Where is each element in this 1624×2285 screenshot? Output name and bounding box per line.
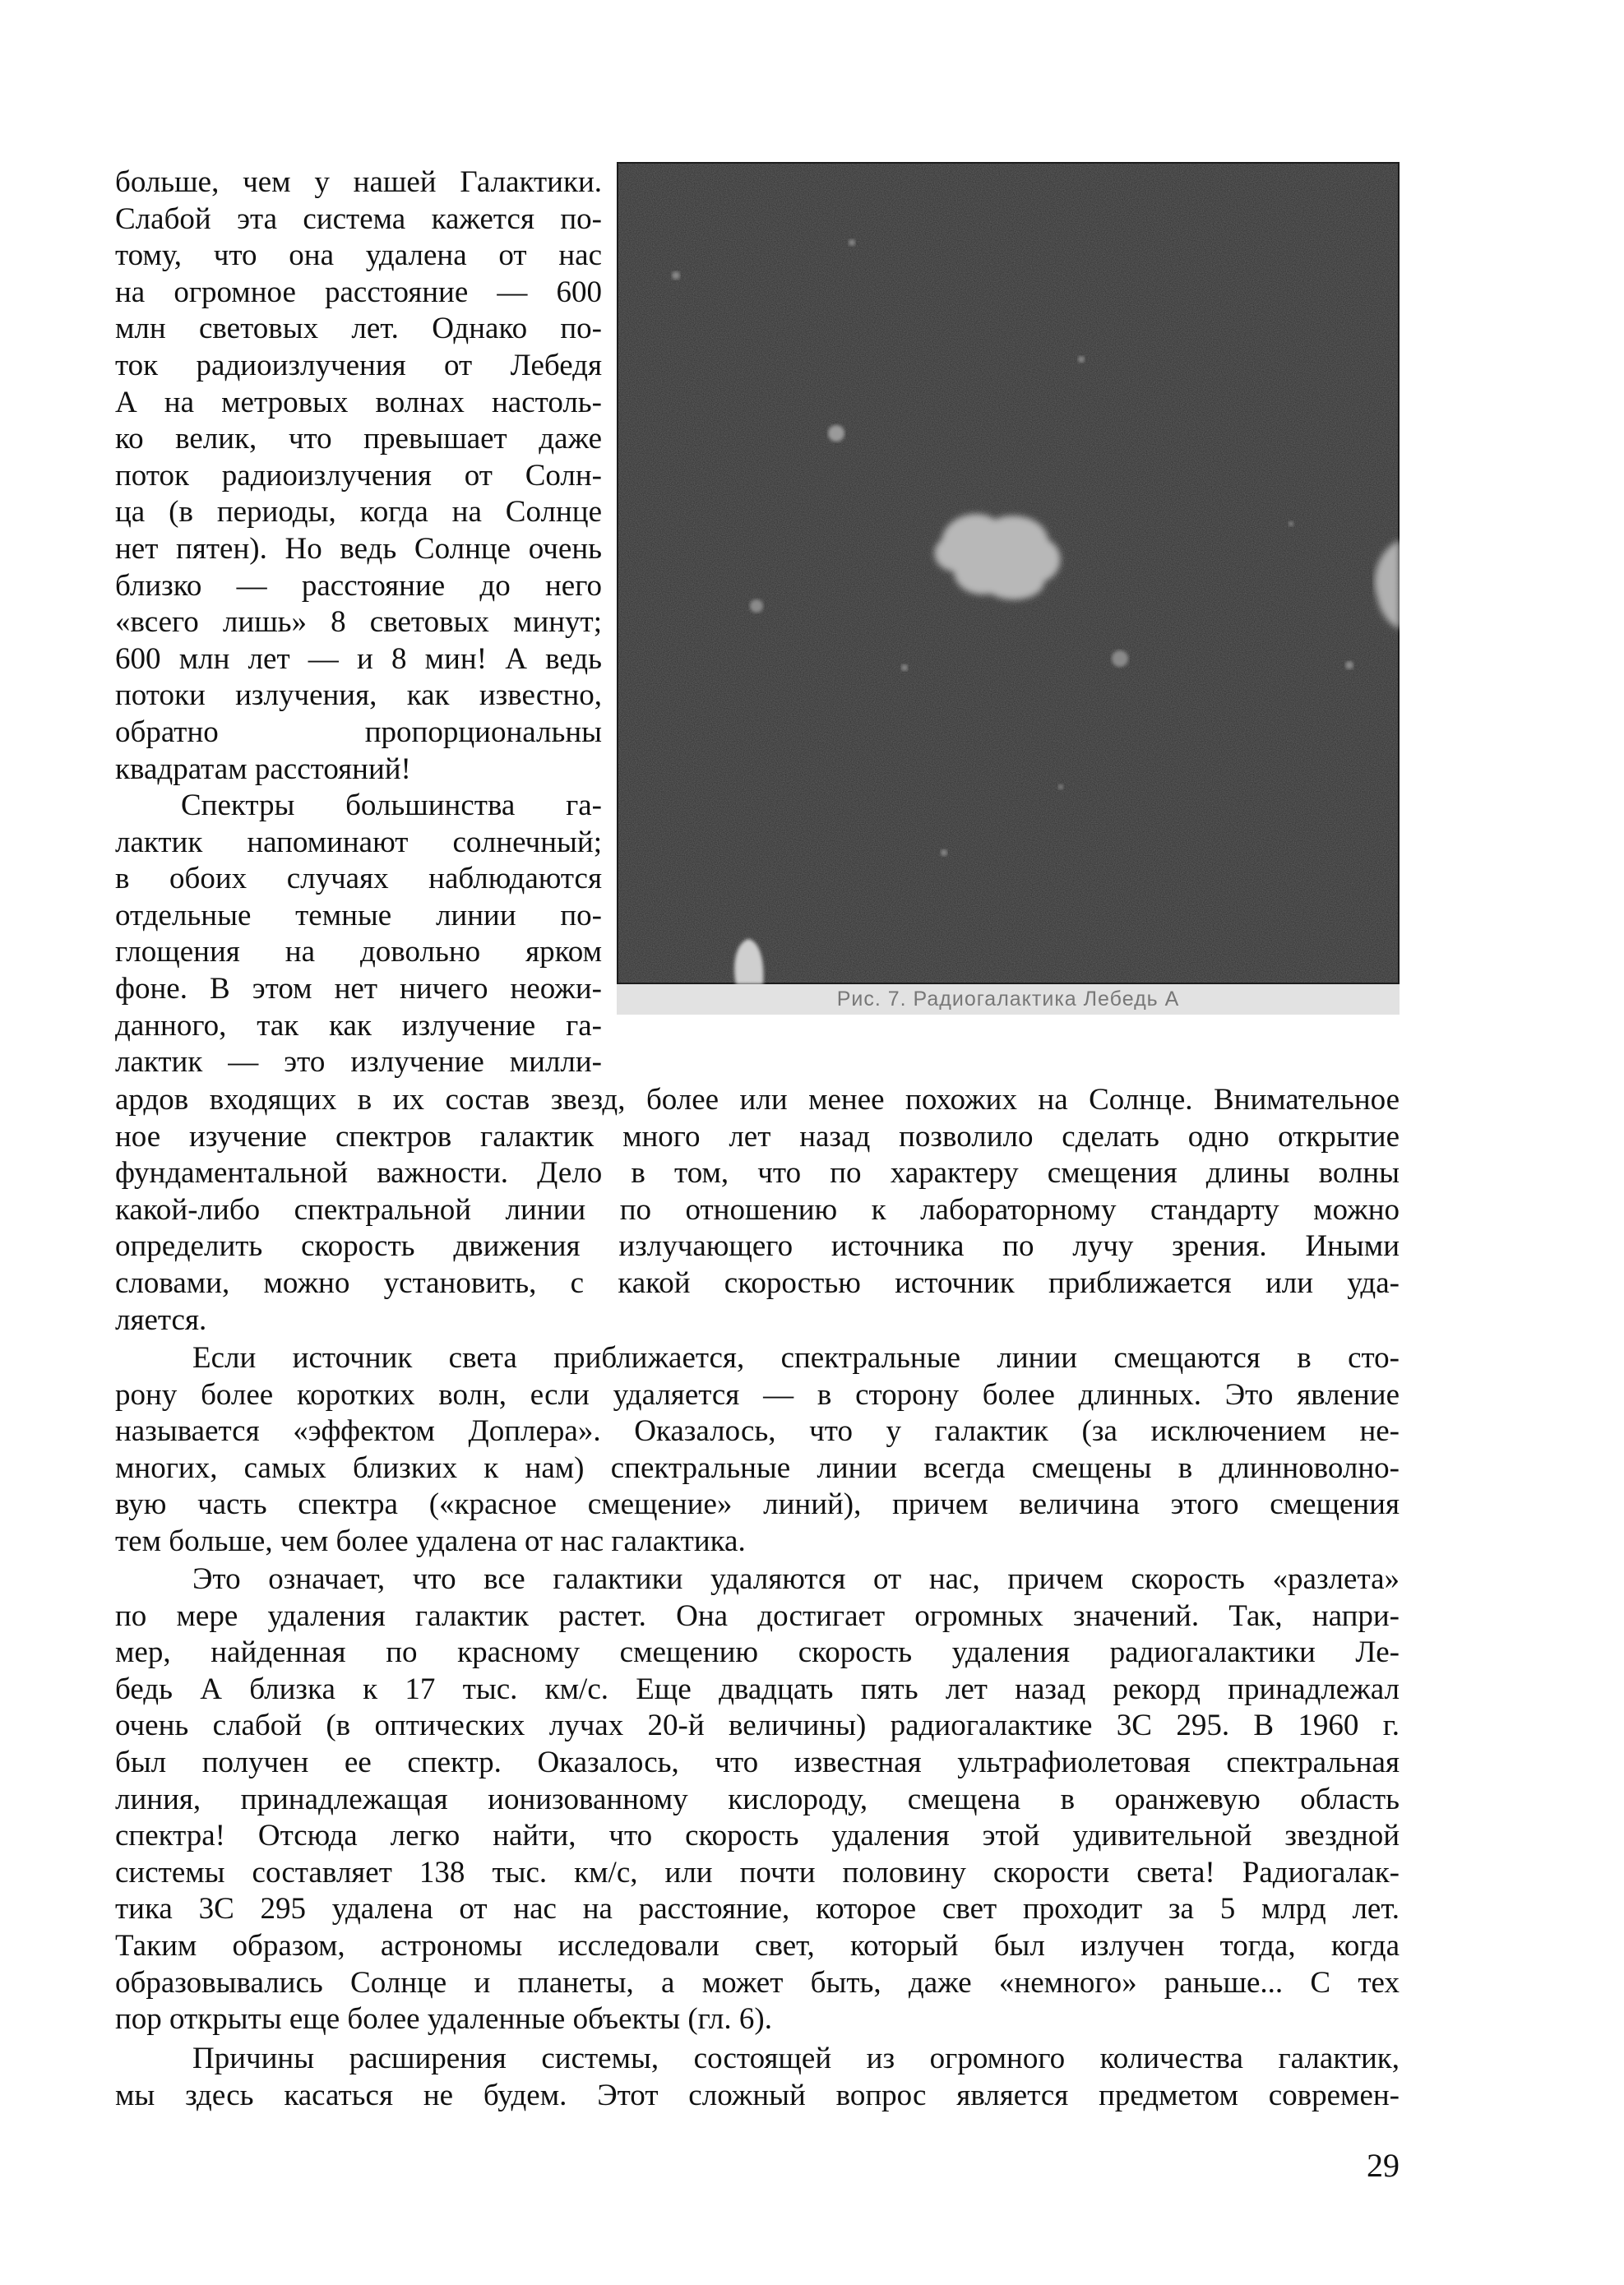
text-line: лактик напоминают солнечный; — [115, 825, 602, 859]
text-line: глощения на довольно ярком — [115, 935, 602, 969]
text-line: данного, так как излучение га- — [115, 1008, 602, 1043]
text-line: ко велик, что превышает даже — [115, 422, 602, 456]
text-line: тому, что она удалена от нас — [115, 238, 602, 273]
text-line: на огромное расстояние — 600 — [115, 275, 602, 309]
paragraph-intro — [115, 164, 602, 788]
text-line: тика 3С 295 удалена от нас на расстояние, которое свет проходит за 5 млрд лет. — [115, 1892, 1400, 1927]
text-line: многих, самых близких к нам) спектральные линии всегда смещены в длинноволно- — [115, 1450, 1400, 1485]
text-line: близко — расстояние до него — [115, 568, 602, 603]
text-line: очень слабой (в оптических лучах 20-й величины) радиогалактике 3С 295. В 1960 г. — [115, 1709, 1400, 1743]
text-line: Спектры большинства га- — [181, 789, 602, 823]
paragraph-doppler — [115, 1340, 1400, 1561]
text-line: «всего лишь» 8 световых минут; — [115, 605, 602, 640]
text-line: мы здесь касаться не будем. Этот сложный вопрос является предметом современ- — [115, 2078, 1400, 2112]
text-line: по мере удаления галактик растет. Она достигает огромных значений. Так, напри- — [115, 1598, 1400, 1633]
text-line: Таким образом, астрономы исследовали свет, который был излучен тогда, когда — [115, 1928, 1400, 1963]
text-line: млн световых лет. Однако по- — [115, 312, 602, 346]
text-line: какой-либо спектральной линии по отношению к лабораторному стандарту можно — [115, 1192, 1400, 1227]
text-line: бедь А близка к 17 тыс. км/с. Еще двадцать пять лет назад рекорд принадлежал — [115, 1672, 1400, 1706]
text-line: образовывались Солнце и планеты, а может быть, даже «немного» раньше... С тех — [115, 1965, 1400, 2000]
text-line: Если источник света приближается, спектральные линии смещаются в сто- — [192, 1341, 1400, 1375]
text-line: нет пятен). Но ведь Солнце очень — [115, 531, 602, 566]
page-number: 29 — [1367, 2147, 1400, 2184]
paragraph-spectra — [115, 788, 602, 1081]
text-line: тем больше, чем более удалена от нас галактика. — [115, 1524, 746, 1558]
text-line: ляется. — [115, 1302, 207, 1337]
text-line: поток радиоизлучения от Солн- — [115, 458, 602, 493]
text-line: определить скорость движения излучающего источника по лучу зрения. Иными — [115, 1229, 1400, 1264]
text-line: ток радиоизлучения от Лебедя — [115, 348, 602, 382]
text-line: фундаментальной важности. Дело в том, что по характеру смещения длины волны — [115, 1156, 1400, 1191]
text-line: называется «эффектом Доплера». Оказалось, что у галактик (за исключением не- — [115, 1414, 1400, 1449]
text-line: словами, можно установить, с какой скоростью источник приближается или уда- — [115, 1265, 1400, 1300]
text-line: вую часть спектра («красное смещение» линий), причем величина этого смещения — [115, 1487, 1400, 1522]
text-line: системы составляет 138 тыс. км/с, или почти половину скорости света! Радиогалак- — [115, 1855, 1400, 1890]
text-line: отдельные темные линии по- — [115, 898, 602, 932]
text-line: спектра! Отсюда легко найти, что скорость удаления этой удивительной звездной — [115, 1819, 1400, 1853]
paragraph-expansion — [115, 1561, 1400, 2038]
text-line: ца (в периоды, когда на Солнце — [115, 495, 602, 530]
text-line: пор открыты еще более удаленные объекты (гл. 6). — [115, 2002, 772, 2037]
text-line: рону более коротких волн, если удаляется — в сторону более длинных. Это явление — [115, 1377, 1400, 1412]
text-line: квадратам расстояний! — [115, 752, 411, 786]
text-line: обратно пропорциональны — [115, 715, 602, 749]
text-line: был получен ее спектр. Оказалось, что известная ультрафиолетовая спектральная — [115, 1745, 1400, 1779]
text-line: Это означает, что все галактики удаляются от нас, причем скорость «разлета» — [192, 1562, 1400, 1596]
galaxy-photo — [617, 162, 1400, 984]
text-line: 600 млн лет — и 8 мин! А ведь — [115, 641, 602, 676]
figure-caption: Рис. 7. Радиогалактика Лебедь А — [617, 984, 1400, 1015]
text-line: мер, найденная по красному смещению скорость удаления радиогалактики Ле- — [115, 1635, 1400, 1670]
paragraph-spectra-continued — [115, 1082, 1400, 1339]
text-line: больше, чем у нашей Галактики. — [115, 165, 602, 199]
text-line: лактик — это излучение милли- — [115, 1045, 602, 1080]
paragraph-causes — [115, 2041, 1400, 2114]
intro-column — [115, 164, 602, 1081]
text-line: Причины расширения системы, состоящей из огромного количества галактик, — [192, 2042, 1400, 2075]
text-line: ардов входящих в их состав звезд, более или менее похожих на Солнце. Внимательное — [115, 1083, 1400, 1117]
text-line: фоне. В этом нет ничего неожи- — [115, 972, 602, 1006]
text-line: Слабой эта система кажется по- — [115, 201, 602, 236]
text-line: А на метровых волнах настоль- — [115, 385, 602, 419]
text-line: ное изучение спектров галактик много лет назад позволило сделать одно открытие — [115, 1119, 1400, 1154]
text-line: потоки излучения, как известно, — [115, 678, 602, 713]
text-line: линия, принадлежащая ионизованному кислороду, смещена в оранжевую область — [115, 1782, 1400, 1816]
figure-radio-galaxy — [617, 162, 1400, 1015]
text-line: в обоих случаях наблюдаются — [115, 862, 602, 896]
